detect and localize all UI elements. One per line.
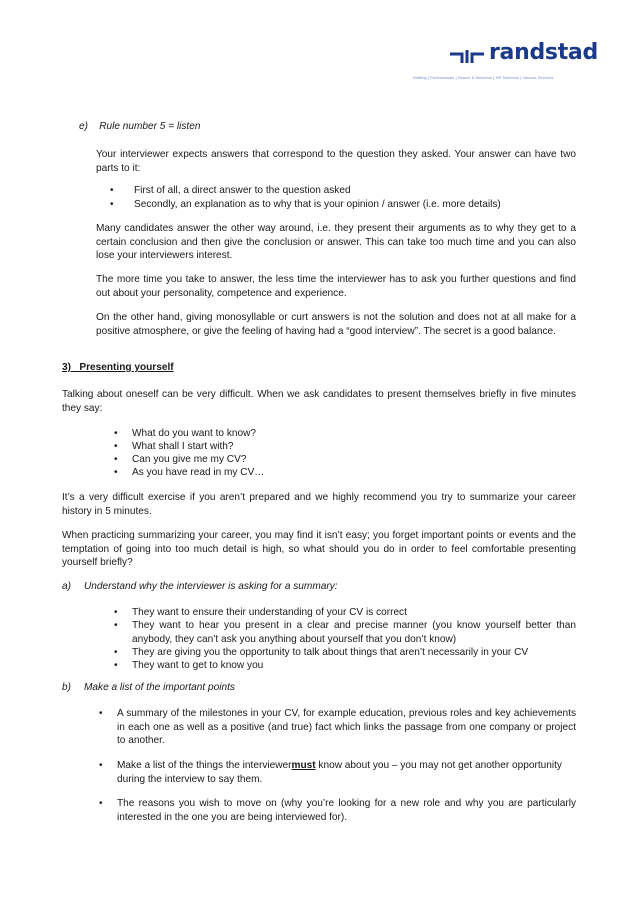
bullet-text-end: know about you – you may not get another opportunity during the interview to say them. — [117, 760, 562, 785]
sub-a-heading: Understand why the interviewer is asking for a summary: — [84, 581, 338, 592]
bullet-icon: • — [114, 441, 118, 452]
list-item: Secondly, an explanation as to why that is your opinion / answer (i.e. more details) — [134, 199, 501, 210]
sub-a-label: a) — [62, 581, 71, 592]
brand-name: randstad — [489, 40, 598, 65]
list-item: First of all, a direct answer to the question asked — [134, 185, 351, 196]
bullet-icon: • — [114, 607, 118, 618]
section-e-paragraph-1: Your interviewer expects answers that correspond to the question they asked. Your answer can have two parts to it: — [96, 149, 576, 174]
bullet-icon: • — [110, 185, 114, 196]
section-e-paragraph-3: The more time you take to answer, the less time the interviewer has to ask you further questions and find out about your personality, competence and experience. — [96, 274, 576, 299]
bullet-icon: • — [99, 760, 103, 771]
bullet-icon: • — [99, 798, 103, 809]
brand-tagline: Staffing | Professionals | Search & Selection | HR Solutions | Inhouse Services — [413, 76, 554, 80]
section-3-paragraph-3: When practicing summarizing your career, you may find it isn’t easy; you forget important points or events and the temptation of going into too much detail is high, so what should you do in order to feel comfortable presenting yourself briefly? — [62, 530, 576, 569]
list-item: Can you give me my CV? — [132, 454, 247, 465]
list-item: The reasons you wish to move on (why you’re looking for a new role and why you are particularly interested in the one you are being interviewed for). — [117, 798, 576, 823]
emphasis-must: must — [291, 760, 316, 771]
list-item: They want to ensure their understanding of your CV is correct — [132, 607, 407, 618]
list-item: What shall I start with? — [132, 441, 234, 452]
bullet-icon: • — [114, 454, 118, 465]
bullet-icon: • — [114, 620, 118, 631]
list-item: They are giving you the opportunity to talk about things that aren’t necessarily in your CV — [132, 647, 529, 658]
bullet-icon: • — [110, 199, 114, 210]
list-item: What do you want to know? — [132, 428, 256, 439]
section-3-heading: 3) Presenting yourself — [62, 362, 174, 373]
randstad-mark-icon — [449, 48, 485, 64]
section-e-paragraph-4: On the other hand, giving monosyllable or curt answers is not the solution and does not at all make for a positive atmosphere, or give the feeling of having had a “good interview”. The secret is a good balance. — [96, 312, 576, 337]
list-item: They want to hear you present in a clear and precise manner (you know yourself better than anybody, they can’t ask you anything about yourself that you don’t know) — [132, 620, 576, 645]
list-item: They want to get to know you — [132, 660, 264, 671]
bullet-text-start: Make a list of the things the interviewer — [117, 760, 292, 771]
section-e-paragraph-2: Many candidates answer the other way around, i.e. they present their arguments as to why they get to a certain conclusion and then give the conclusion or answer. This can take too much time and you can also lose your interviewers interest. — [96, 223, 576, 262]
list-item — [117, 759, 576, 786]
bullet-icon: • — [114, 467, 118, 478]
bullet-icon: • — [114, 647, 118, 658]
section-e-heading: e) Rule number 5 = listen — [79, 121, 201, 132]
list-item: A summary of the milestones in your CV, for example education, previous roles and key achievements in each one as well as a positive (and true) fact which links the passage from one company or project to another. — [117, 708, 576, 747]
sub-b-heading: Make a list of the important points — [84, 682, 235, 693]
bullet-icon: • — [114, 428, 118, 439]
bullet-icon: • — [99, 708, 103, 719]
sub-b-label: b) — [62, 682, 71, 693]
list-item: As you have read in my CV… — [132, 467, 265, 478]
bullet-icon: • — [114, 660, 118, 671]
section-3-paragraph-2: It’s a very difficult exercise if you aren’t prepared and we highly recommend you try to summarize your career history in 5 minutes. — [62, 492, 576, 517]
brand-logo — [413, 40, 619, 85]
section-3-paragraph-1: Talking about oneself can be very difficult. When we ask candidates to present themselves briefly in five minutes they say: — [62, 389, 576, 414]
